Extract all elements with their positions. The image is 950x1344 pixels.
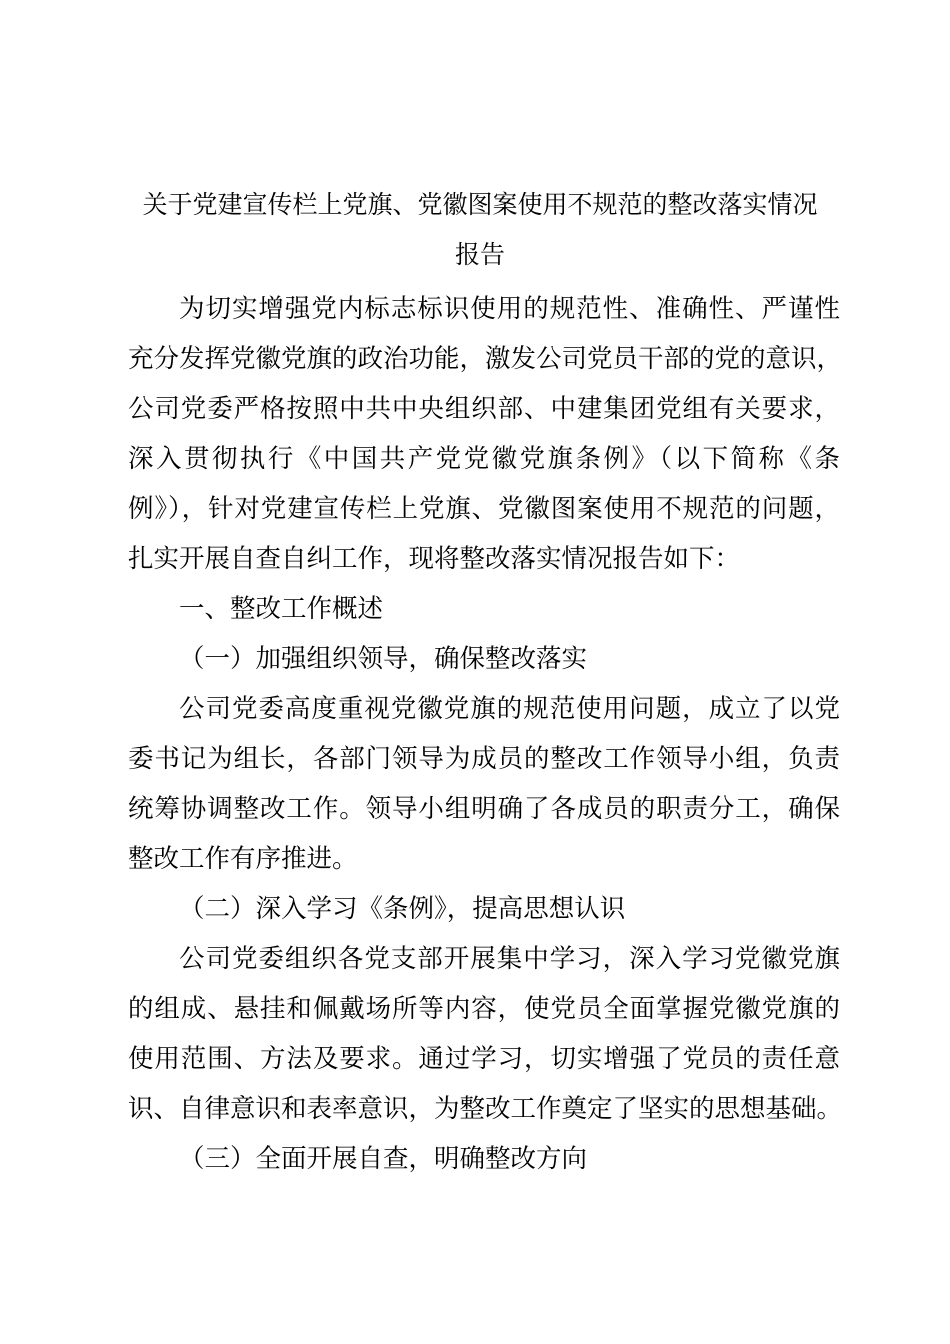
body-line: 公司党委严格按照中共中央组织部、中建集团党组有关要求，: [128, 394, 840, 424]
body-line: 为切实增强党内标志标识使用的规范性、准确性、严谨性: [179, 294, 840, 324]
body-line: 充分发挥党徽党旗的政治功能，激发公司党员干部的党的意识，: [128, 344, 843, 374]
body-line: 委书记为组长，各部门领导为成员的整改工作领导小组，负责: [128, 744, 840, 774]
body-line: 整改工作有序推进。: [128, 844, 358, 874]
body-line: 的组成、悬挂和佩戴场所等内容，使党员全面掌握党徽党旗的: [128, 994, 840, 1024]
subsection-heading: （三）全面开展自查，明确整改方向: [179, 1144, 588, 1174]
body-line: 统筹协调整改工作。领导小组明确了各成员的职责分工，确保: [128, 794, 840, 824]
body-line: 深入贯彻执行《中国共产党党徽党旗条例》（以下简称《条: [128, 444, 840, 474]
body-line: 扎实开展自查自纠工作，现将整改落实情况报告如下：: [128, 544, 741, 574]
body-line: 例》），针对党建宣传栏上党旗、党徽图案使用不规范的问题，: [128, 494, 840, 524]
document-title-line-1: 关于党建宣传栏上党旗、党徽图案使用不规范的整改落实情况: [142, 190, 818, 219]
body-line: 公司党委高度重视党徽党旗的规范使用问题，成立了以党: [179, 694, 840, 724]
document-body: [128, 284, 843, 1184]
subsection-heading: （二）深入学习《条例》，提高思想认识: [179, 894, 626, 924]
body-line: 使用范围、方法及要求。通过学习，切实增强了党员的责任意: [128, 1044, 840, 1074]
section-heading: 一、整改工作概述: [179, 594, 384, 624]
document-title-line-2: 报告: [454, 240, 505, 269]
body-line: 公司党委组织各党支部开展集中学习，深入学习党徽党旗: [179, 944, 840, 974]
body-line: 识、自律意识和表率意识，为整改工作奠定了坚实的思想基础。: [128, 1094, 843, 1124]
subsection-heading: （一）加强组织领导，确保整改落实: [179, 644, 588, 674]
